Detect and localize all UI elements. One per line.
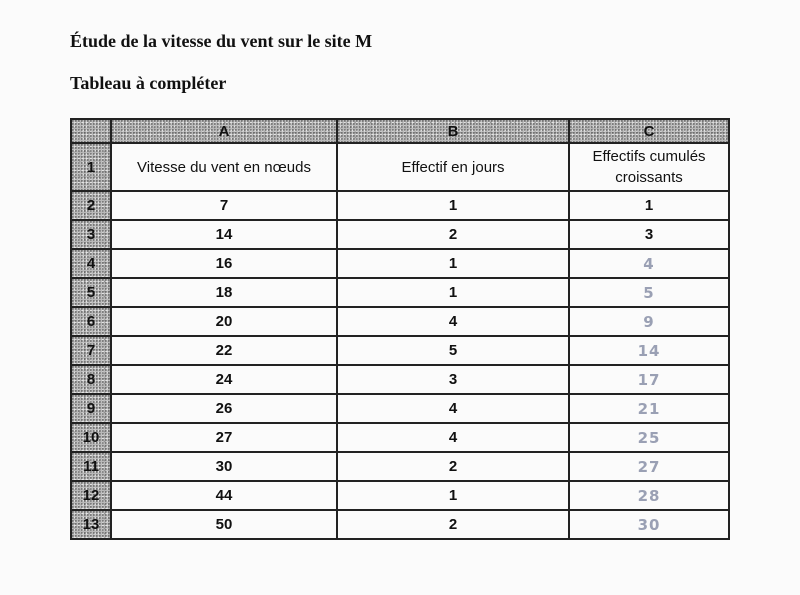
frequency-cell: 2: [337, 220, 569, 249]
header-frequency-days: Effectif en jours: [337, 143, 569, 191]
wind-speed-table: [70, 118, 730, 540]
table-row: [71, 249, 729, 278]
frequency-cell: 2: [337, 452, 569, 481]
wind-speed-cell: 27: [111, 423, 337, 452]
header-wind-speed: Vitesse du vent en nœuds: [111, 143, 337, 191]
cumulative-cell-handwritten: 5: [569, 278, 729, 307]
table-row: [71, 481, 729, 510]
table-row: [71, 191, 729, 220]
frequency-cell: 4: [337, 394, 569, 423]
cumulative-cell-handwritten: 28: [569, 481, 729, 510]
cumulative-cell: 3: [569, 220, 729, 249]
table-row: [71, 307, 729, 336]
frequency-cell: 1: [337, 481, 569, 510]
row-number: 8: [71, 365, 111, 394]
table-row: [71, 510, 729, 539]
wind-speed-cell: 30: [111, 452, 337, 481]
header-cumulative-frequency: Effectifs cumulés croissants: [569, 143, 729, 191]
row-number: 7: [71, 336, 111, 365]
document-subtitle: Tableau à compléter: [70, 73, 227, 93]
cumulative-cell-handwritten: 4: [569, 249, 729, 278]
row-number: 13: [71, 510, 111, 539]
row-number: 12: [71, 481, 111, 510]
wind-speed-cell: 44: [111, 481, 337, 510]
cumulative-cell-handwritten: 27: [569, 452, 729, 481]
cumulative-cell-handwritten: 17: [569, 365, 729, 394]
column-header-b: B: [337, 119, 569, 143]
wind-speed-cell: 50: [111, 510, 337, 539]
cumulative-cell-handwritten: 25: [569, 423, 729, 452]
table-row: [71, 394, 729, 423]
document-title: Étude de la vitesse du vent sur le site M: [70, 31, 373, 51]
frequency-cell: 4: [337, 307, 569, 336]
row-number: 9: [71, 394, 111, 423]
row-number: 10: [71, 423, 111, 452]
wind-speed-cell: 20: [111, 307, 337, 336]
table-row: [71, 423, 729, 452]
table-row: [71, 336, 729, 365]
row-number: 2: [71, 191, 111, 220]
frequency-cell: 5: [337, 336, 569, 365]
table-row: [71, 452, 729, 481]
wind-speed-cell: 22: [111, 336, 337, 365]
table-row: [71, 278, 729, 307]
cumulative-cell-handwritten: 14: [569, 336, 729, 365]
row-number: 3: [71, 220, 111, 249]
row-number: 4: [71, 249, 111, 278]
wind-speed-cell: 18: [111, 278, 337, 307]
frequency-cell: 2: [337, 510, 569, 539]
table-row: [71, 365, 729, 394]
frequency-cell: 3: [337, 365, 569, 394]
row-number: 11: [71, 452, 111, 481]
row-number: 6: [71, 307, 111, 336]
wind-speed-cell: 26: [111, 394, 337, 423]
wind-speed-cell: 24: [111, 365, 337, 394]
wind-speed-cell: 14: [111, 220, 337, 249]
frequency-cell: 4: [337, 423, 569, 452]
frequency-cell: 1: [337, 191, 569, 220]
cumulative-cell-handwritten: 30: [569, 510, 729, 539]
frequency-cell: 1: [337, 278, 569, 307]
wind-speed-cell: 16: [111, 249, 337, 278]
frequency-cell: 1: [337, 249, 569, 278]
cumulative-cell-handwritten: 9: [569, 307, 729, 336]
row-number: 5: [71, 278, 111, 307]
row-number: 1: [71, 143, 111, 191]
corner-cell: [71, 119, 111, 143]
column-header-a: A: [111, 119, 337, 143]
column-header-c: C: [569, 119, 729, 143]
cumulative-cell: 1: [569, 191, 729, 220]
cumulative-cell-handwritten: 21: [569, 394, 729, 423]
wind-speed-cell: 7: [111, 191, 337, 220]
table-row: [71, 220, 729, 249]
